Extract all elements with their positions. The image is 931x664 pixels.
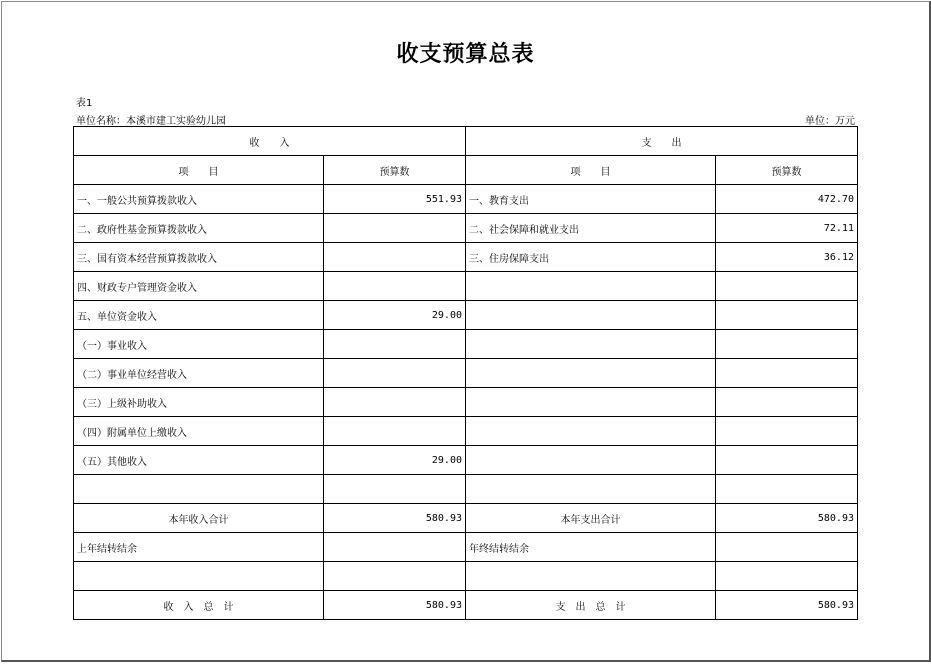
income-item-cell: 五、单位资金收入: [74, 301, 324, 330]
income-value-cell: [324, 359, 466, 388]
income-item-cell: （二）事业单位经营收入: [74, 359, 324, 388]
income-value-cell: [324, 475, 466, 504]
expense-item-header: 项 目: [466, 156, 716, 185]
income-value-cell: [324, 272, 466, 301]
expense-item-cell: 一、教育支出: [466, 185, 716, 214]
income-item-cell: （一）事业收入: [74, 330, 324, 359]
expense-item-cell: [466, 330, 716, 359]
income-item-cell: 一、一般公共预算拨款收入: [74, 185, 324, 214]
income-value-cell: 29.00: [324, 446, 466, 475]
expense-value-cell: [716, 388, 858, 417]
expense-value-cell: 580.93: [716, 591, 858, 620]
page-title: 收支预算总表: [396, 41, 535, 67]
expense-value-cell: 580.93: [716, 504, 858, 533]
expense-item-cell: [466, 272, 716, 301]
header-row-1: [74, 127, 858, 156]
expense-item-cell: 支 出 总 计: [466, 591, 716, 620]
table-row: [74, 214, 858, 243]
income-value-cell: 29.00: [324, 301, 466, 330]
income-value-cell: [324, 243, 466, 272]
blank-row: [74, 562, 858, 591]
income-item-cell: 二、政府性基金预算拨款收入: [74, 214, 324, 243]
expense-value-cell: [716, 417, 858, 446]
income-item-cell: 上年结转结余: [74, 533, 324, 562]
expense-item-cell: 本年支出合计: [466, 504, 716, 533]
income-item-cell: 本年收入合计: [74, 504, 324, 533]
income-item-cell: [74, 562, 324, 591]
income-value-cell: [324, 214, 466, 243]
table-row: [74, 475, 858, 504]
expense-item-cell: [466, 446, 716, 475]
expense-value-cell: [716, 301, 858, 330]
income-value-cell: 580.93: [324, 504, 466, 533]
year-total-row: [74, 504, 858, 533]
income-value-cell: [324, 417, 466, 446]
table-row: [74, 359, 858, 388]
expense-value-cell: 72.11: [716, 214, 858, 243]
unit-name: 单位名称：本溪市建工实验幼儿园: [76, 116, 226, 127]
table-row: [74, 388, 858, 417]
income-value-cell: 551.93: [324, 185, 466, 214]
expense-value-cell: [716, 359, 858, 388]
table-row: [74, 446, 858, 475]
expense-item-cell: [466, 301, 716, 330]
income-item-cell: （四）附属单位上缴收入: [74, 417, 324, 446]
expense-header: 支 出: [466, 127, 858, 156]
grand-total-row: [74, 591, 858, 620]
table-number: 表1: [76, 98, 93, 109]
table-row: [74, 185, 858, 214]
expense-value-cell: 472.70: [716, 185, 858, 214]
header-row-2: [74, 156, 858, 185]
income-value-cell: 580.93: [324, 591, 466, 620]
table-row: [74, 417, 858, 446]
table-row: [74, 330, 858, 359]
budget-table: [73, 126, 858, 620]
expense-value-cell: [716, 475, 858, 504]
income-item-cell: 三、国有资本经营预算拨款收入: [74, 243, 324, 272]
income-item-cell: [74, 475, 324, 504]
expense-value-cell: [716, 562, 858, 591]
expense-value-cell: [716, 330, 858, 359]
income-item-cell: 收 入 总 计: [74, 591, 324, 620]
expense-item-cell: [466, 562, 716, 591]
carry-over-row: [74, 533, 858, 562]
expense-value-cell: [716, 533, 858, 562]
table-row: [74, 272, 858, 301]
expense-value-cell: 36.12: [716, 243, 858, 272]
income-item-cell: 四、财政专户管理资金收入: [74, 272, 324, 301]
table-row: [74, 301, 858, 330]
expense-budget-header: 预算数: [716, 156, 858, 185]
income-value-cell: [324, 562, 466, 591]
expense-value-cell: [716, 272, 858, 301]
income-budget-header: 预算数: [324, 156, 466, 185]
income-item-header: 项 目: [74, 156, 324, 185]
income-value-cell: [324, 388, 466, 417]
table-row: [74, 243, 858, 272]
income-header: 收 入: [74, 127, 466, 156]
income-item-cell: （五）其他收入: [74, 446, 324, 475]
unit-label: 单位：万元: [805, 116, 855, 127]
expense-item-cell: 年终结转结余: [466, 533, 716, 562]
expense-item-cell: [466, 417, 716, 446]
income-item-cell: （三）上级补助收入: [74, 388, 324, 417]
expense-item-cell: [466, 359, 716, 388]
expense-item-cell: 二、社会保障和就业支出: [466, 214, 716, 243]
expense-item-cell: 三、住房保障支出: [466, 243, 716, 272]
income-value-cell: [324, 330, 466, 359]
expense-item-cell: [466, 388, 716, 417]
expense-value-cell: [716, 446, 858, 475]
income-value-cell: [324, 533, 466, 562]
expense-item-cell: [466, 475, 716, 504]
